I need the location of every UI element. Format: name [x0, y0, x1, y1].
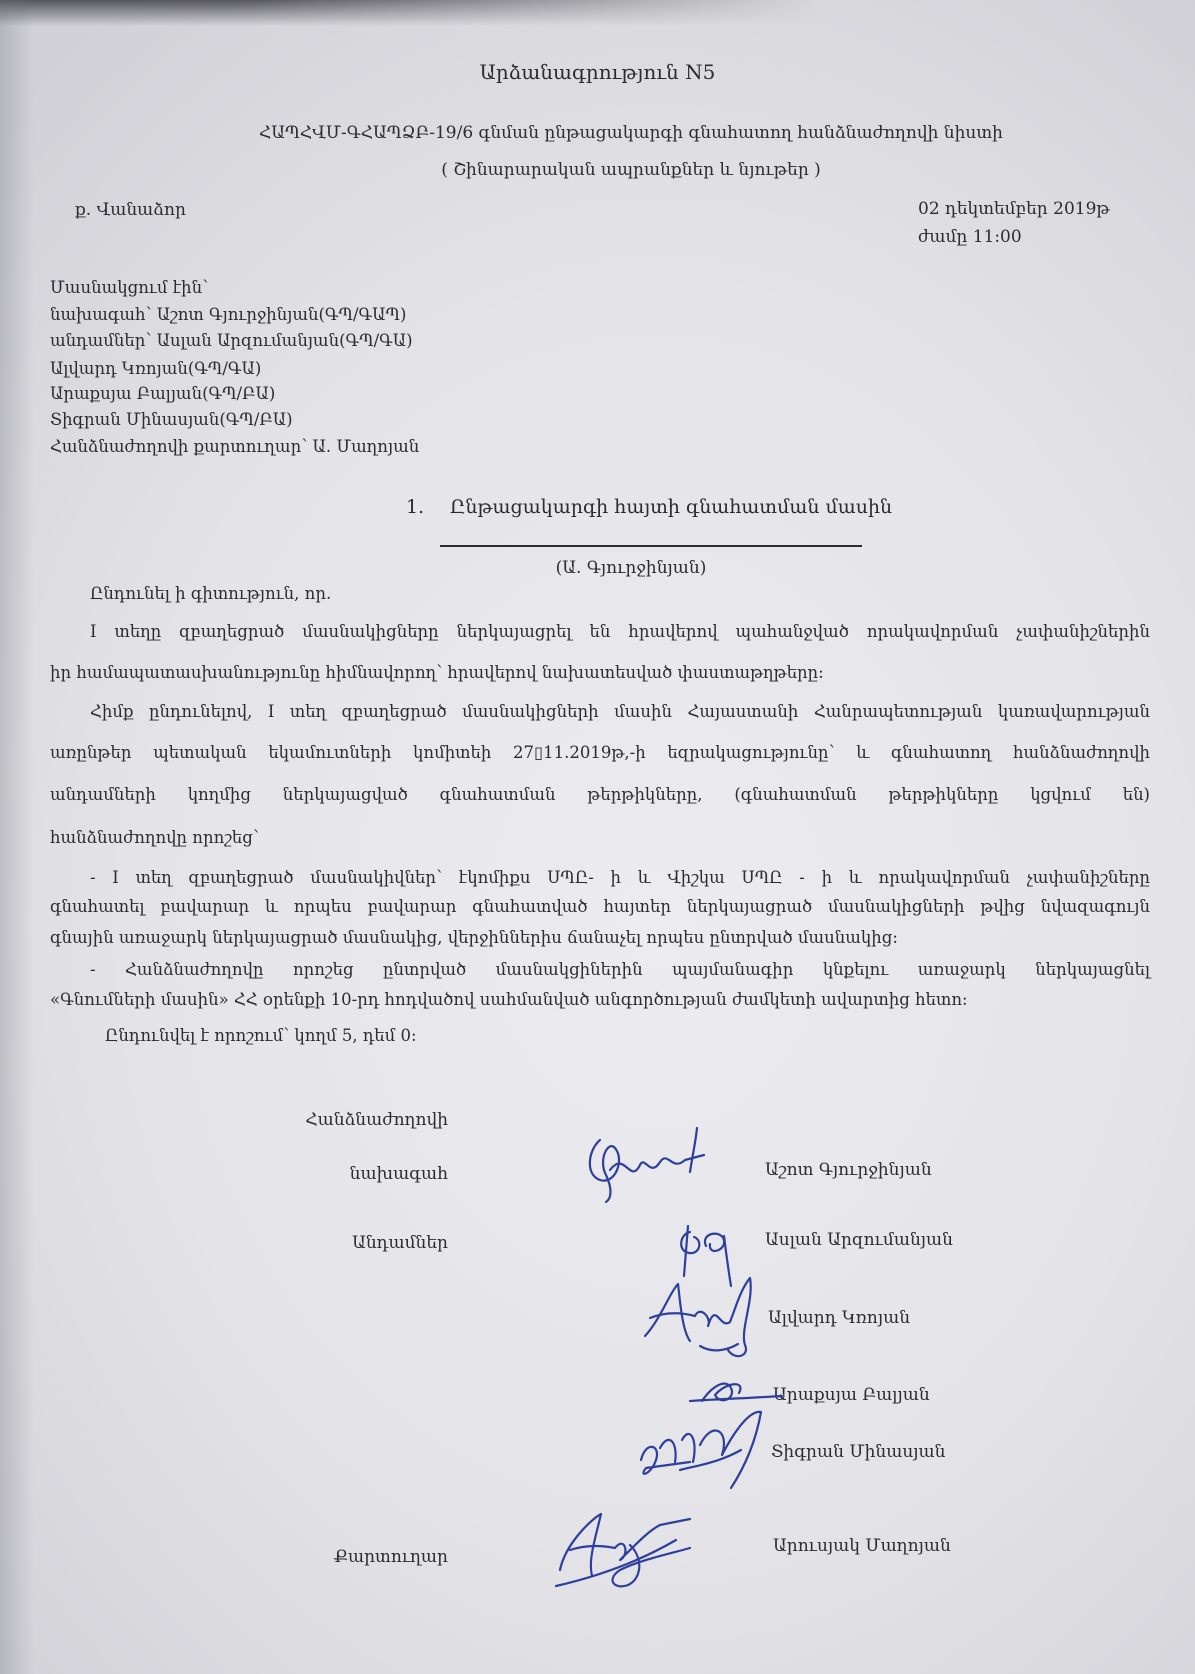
paragraph-line: անդամների կողմից ներկայացված գնահատման թերթիկները, (գնահատման թերթիկները կցվում են)	[50, 785, 1150, 804]
signature-secretary	[556, 1514, 690, 1586]
signature-member-1	[681, 1226, 731, 1286]
document-category: ( Շինարարական ապրանքներ և նյութեր )	[441, 160, 821, 180]
signer-name-secretary: Արուսյակ Մաղոյան	[773, 1536, 951, 1556]
participant-line: Արաքսյա Բալյան(ԳՊ/ԲԱ)	[50, 384, 276, 403]
section-underline	[440, 545, 862, 547]
document-time: ժամը 11:00	[918, 227, 1022, 247]
participants-intro: Մասնակցում էին՝	[50, 278, 209, 297]
body-intro: Ընդունել ի գիտություն, որ.	[90, 584, 332, 603]
signature-member-2	[645, 1278, 751, 1356]
participant-line: Հանձնաժողովի քարտուղար՝ Ա. Մաղոյան	[50, 437, 420, 456]
members-label: Անդամներ	[352, 1233, 448, 1253]
signer-name-member: Արաքսյա Բալյան	[773, 1385, 930, 1405]
section-title: Ընթացակարգի հայտի գնահատման մասին	[450, 496, 893, 518]
section-speaker: (Ա. Գյուրջինյան)	[555, 558, 707, 578]
participant-line: Ալվարդ Կռոյան(ԳՊ/ԳԱ)	[50, 359, 262, 378]
paragraph-line: - I տեղ զբաղեցրած մասնակիվներ՝ էկոմիքս ՍՊԸ- ի և Վիշկա ՍՊԸ - ի և որակավորման չափանիշները	[90, 868, 1150, 887]
section-heading	[406, 493, 892, 521]
paragraph-line: Հիմք ընդունելով, I տեղ զբաղեցրած մասնակիցների մասին Հայաստանի Հանրապետության կառավարության	[90, 702, 1150, 721]
paragraph-line: - Հանձնաժողովը որոշեց ընտրված մասնակցիներին պայմանագիր կնքելու առաջարկ ներկայացնել	[90, 960, 1150, 979]
paragraph-line: իր համապատասխանությունը հիմնավորող՝ հրավերով նախատեսված փաստաթղթերը:	[50, 663, 824, 682]
signer-name-member: Տիգրան Մինասյան	[771, 1442, 946, 1462]
paper-shadow-top	[0, 0, 820, 26]
paragraph-line: առընթեր պետական եկամուտների կոմիտեի 27▯11.2019թ,-ի եզրակացությունը՝ և գնահատող հանձնաժողովի	[50, 743, 1150, 762]
document-title: Արձանագրություն N5	[479, 60, 716, 84]
paragraph-line: գնահատել բավարար և որպես բավարար գնահատված հայտեր ներկայացրած մասնակիցների թվից նվազագույն	[50, 897, 1150, 916]
signature-member-3	[690, 1384, 782, 1401]
document-date: 02 դեկտեմբեր 2019թ	[918, 199, 1110, 219]
chair-label: նախագահ	[349, 1164, 448, 1184]
signature-member-4	[641, 1412, 761, 1488]
committee-label: Հանձնաժողովի	[305, 1110, 448, 1130]
decision-text: Ընդունվել է որոշում՝ կողմ 5, դեմ 0:	[105, 1026, 417, 1045]
section-number: 1.	[406, 496, 425, 518]
signature-chair	[590, 1128, 704, 1202]
paper-shadow-left	[0, 0, 34, 1674]
participant-line: նախագահ՝ Աշոտ Գյուրջինյան(ԳՊ/ԳԱՊ)	[50, 305, 407, 324]
signer-name-member: Ասլան Արզումանյան	[765, 1230, 953, 1250]
document-city: ք. Վանաձոր	[75, 200, 187, 220]
document-subtitle: ՀԱՊՀՎՄ-ԳՀԱՊՁԲ-19/6 գնման ընթացակարգի գնահատող հանձնաժողովի նիստի	[259, 123, 1003, 143]
participant-line: Տիգրան Մինասյան(ԳՊ/ԲԱ)	[50, 410, 293, 429]
paragraph-line: «Գնումների մասին» ՀՀ օրենքի 10-րդ հոդվածով սահմանված անգործության ժամկետի ավարտից հետո:	[50, 990, 968, 1009]
signer-name-member: Ալվարդ Կռոյան	[768, 1308, 911, 1328]
paragraph-line: I տեղը զբաղեցրած մասնակիցները ներկայացրել են հրավերով պահանջված որակավորման չափանիշներին	[90, 622, 1150, 641]
signer-name-chair: Աշոտ Գյուրջինյան	[765, 1160, 932, 1180]
paragraph-line: գնային առաջարկ ներկայացրած մասնակից, վերջիններիս ճանաչել որպես ընտրված մասնակից:	[50, 928, 898, 947]
participant-line: անդամներ՝ Ասլան Արզումանյան(ԳՊ/ԳԱ)	[50, 331, 413, 350]
secretary-label: Քարտուղար	[333, 1547, 448, 1567]
paragraph-line: հանձնաժողովը որոշեց՝	[50, 828, 259, 847]
